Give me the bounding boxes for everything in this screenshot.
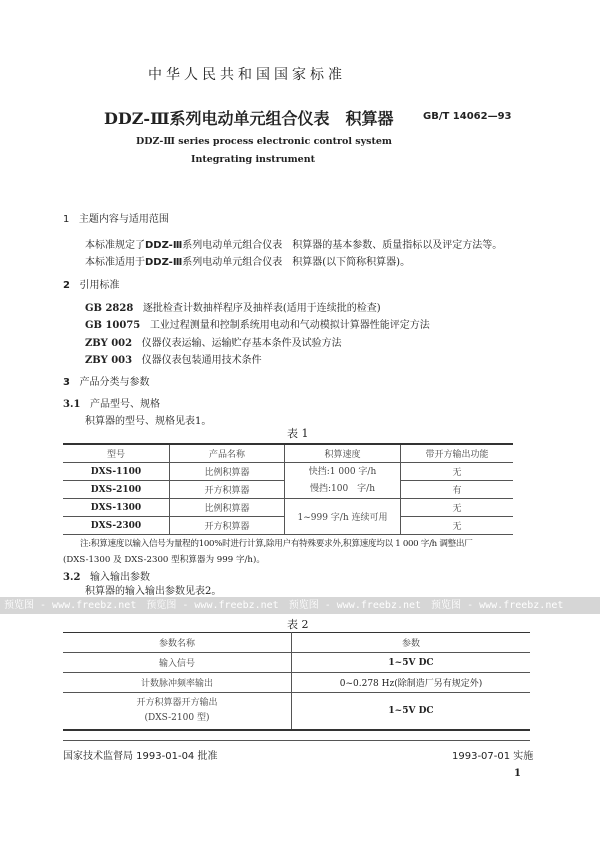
english-title-1: DDZ-Ⅲ series process electronic control system <box>136 136 392 147</box>
column-header: 带开方输出功能 <box>401 444 514 463</box>
national-standard-heading: 中华人民共和国国家标准 <box>148 67 346 83</box>
column-header: 产品名称 <box>170 444 285 463</box>
speed-cell: 快挡:1 000 字/h <box>308 466 377 477</box>
effective-date: 1993-07-01 实施 <box>452 751 534 762</box>
column-header: 型号 <box>63 444 170 463</box>
watermark-text: 预览图 - www.freebz.net 预览图 - www.freebz.net 预览图 - www.freebz.net 预览图 - www.freebz.net <box>4 600 564 611</box>
english-title-2: Integrating instrument <box>191 154 315 165</box>
table-2 <box>63 632 530 731</box>
section-title: 主题内容与适用范围 <box>78 214 169 225</box>
reference-item: ZBY 002 仪器仪表运输、运输贮存基本条件及试验方法 <box>85 338 342 349</box>
reference-item: GB 10075 工业过程测量和控制系统用电动和气动模拟计算器性能评定方法 <box>85 320 430 331</box>
subsection-title: 输入输出参数 <box>89 572 150 583</box>
document-title: DDZ-Ⅲ系列电动单元组合仪表 积算器 <box>104 109 394 128</box>
column-header: 积算速度 <box>285 444 401 463</box>
table-row: DXS-1300 比例积算器 1~999 字/h 连续可用 无 <box>63 499 513 517</box>
paragraph: 本标准适用于DDZ-Ⅲ系列电动单元组合仪表 积算器(以下简称积算器)。 <box>85 257 411 268</box>
table-row: DXS-2300 开方积算器 无 <box>63 517 513 535</box>
speed-cell: 1~999 字/h 连续可用 <box>285 499 401 535</box>
reference-item: ZBY 003 仪器仪表包装通用技术条件 <box>85 355 262 366</box>
footer-divider <box>63 740 530 741</box>
column-header: 参数 <box>292 633 531 653</box>
speed-cell: 慢挡:100 字/h <box>309 483 376 494</box>
table-note: 注:积算速度以输入信号为量程的100%时进行计算,除用户有特殊要求外,积算速度均以 1 000 字/h 调整出厂 <box>80 539 473 549</box>
subsection-3-1-heading: 3.1 产品型号、规格 <box>63 399 160 410</box>
section-3-heading: 3 产品分类与参数 <box>63 377 150 388</box>
table-row: DXS-1100 比例积算器 快挡:1 000 字/h 慢挡:100 字/h 无 <box>63 463 513 481</box>
table-2-caption: 表 2 <box>287 618 309 631</box>
paragraph: 积算器的型号、规格见表1。 <box>85 416 212 427</box>
table-note: (DXS-1300 及 DXS-2300 型积算器为 999 字/h)。 <box>63 555 265 565</box>
table-row: DXS-2100 开方积算器 有 <box>63 481 513 499</box>
section-number: 1 <box>63 214 70 225</box>
column-header: 参数名称 <box>63 633 292 653</box>
section-2-heading: 2 引用标准 <box>63 280 120 291</box>
page-number: 1 <box>514 768 521 779</box>
subsection-3-2-heading <box>63 568 150 583</box>
table-row: 计数脉冲频率输出 0~0.278 Hz(除制造厂另有规定外) <box>63 673 530 693</box>
subsection-number: 3.2 <box>63 572 81 583</box>
table-1 <box>63 443 513 535</box>
table-1-caption: 表 1 <box>287 427 309 440</box>
table-row: 开方积算器开方输出 (DXS-2100 型) 1~5V DC <box>63 693 530 731</box>
table-row: 输入信号 1~5V DC <box>63 653 530 673</box>
standard-code: GB/T 14062—93 <box>423 111 512 122</box>
reference-item: GB 2828 逐批检查计数抽样程序及抽样表(适用于连续批的检查) <box>85 303 381 314</box>
approval-date: 国家技术监督局 1993-01-04 批准 <box>63 751 218 762</box>
paragraph: 本标准规定了DDZ-Ⅲ系列电动单元组合仪表 积算器的基本参数、质量指标以及评定方法等。 <box>85 240 503 251</box>
paragraph: 积算器的输入输出参数见表2。 <box>85 586 222 597</box>
section-1-heading <box>63 210 169 225</box>
